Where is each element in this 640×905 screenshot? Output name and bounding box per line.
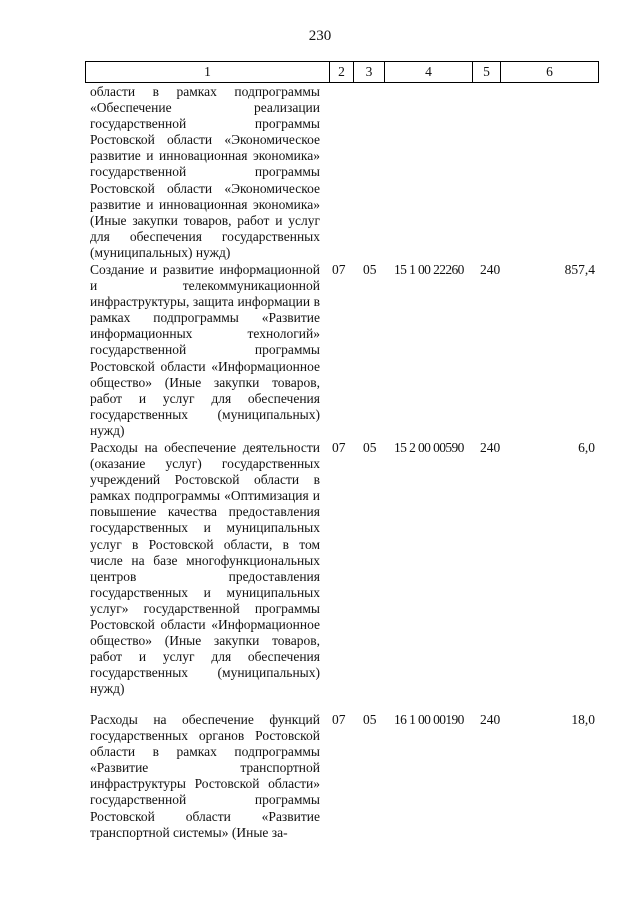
- page-number: 230: [308, 28, 332, 44]
- header-col-6: 6: [546, 64, 553, 79]
- row-description: Расходы на обеспечение деятельности (оказание услуг) государственных учреждений Ростовской области в рамках подпрограммы «Оптимизация и повышение качества предоставления государственных и муниципальных услуг в Ростовской области, в том числе на базе многофункциональных центров предоставления государственных и муниципальных услуг» государственной программы Ростовской области «Информационное общество» (Иные закупки товаров, работ и услуг для обеспечения государственных (муниципальных) нужд): [90, 440, 320, 697]
- row-target-article: 15 2 00 00590: [394, 440, 464, 455]
- header-col-2: 2: [330, 62, 354, 82]
- row-podrazdel: 05: [363, 440, 377, 455]
- row-target-article: 15 1 00 22260: [394, 262, 464, 277]
- row-sum: 857,4: [564, 262, 595, 277]
- header-col-3: 3: [354, 62, 385, 82]
- table-header: [85, 61, 599, 83]
- row-target-article: 16 1 00 00190: [394, 712, 464, 727]
- row-razdel: 07: [332, 262, 346, 277]
- row-description: Расходы на обеспечение функций государственных органов Ростовской области в рамках подпрограммы «Развитие транспортной инфраструктуры Ростовской области» государственной программы Ростовской области «Развитие транспортной системы» (Иные за-: [90, 712, 320, 840]
- row-sum: 18,0: [571, 712, 595, 727]
- header-col-1: 1: [86, 62, 330, 82]
- row-description: Создание и развитие информационной и телекоммуникационной инфраструктуры, защита информации в рамках подпрограммы «Развитие информационных технологий» государственной программы Ростовской области «Информационное общество» (Иные закупки товаров, работ и услуг для обеспечения государственных (муниципальных) нужд): [90, 262, 320, 438]
- row-razdel: 07: [332, 440, 346, 455]
- row-sum: 6,0: [578, 440, 595, 455]
- row-expense-type: 240: [480, 440, 501, 455]
- row-podrazdel: 05: [363, 712, 377, 727]
- row-expense-type: 240: [480, 712, 501, 727]
- row-description: области в рамках подпрограммы «Обеспечение реализации государственной программы Ростовской области «Экономическое развитие и инновационная экономика» государственной программы Ростовской области «Экономическое развитие и инновационная экономика» (Иные закупки товаров, работ и услуг для обеспечения государственных (муниципальных) нужд): [90, 84, 320, 260]
- header-col-4: 4: [385, 62, 473, 82]
- row-razdel: 07: [332, 712, 346, 727]
- header-col-5: 5: [473, 62, 501, 82]
- row-podrazdel: 05: [363, 262, 377, 277]
- row-expense-type: 240: [480, 262, 501, 277]
